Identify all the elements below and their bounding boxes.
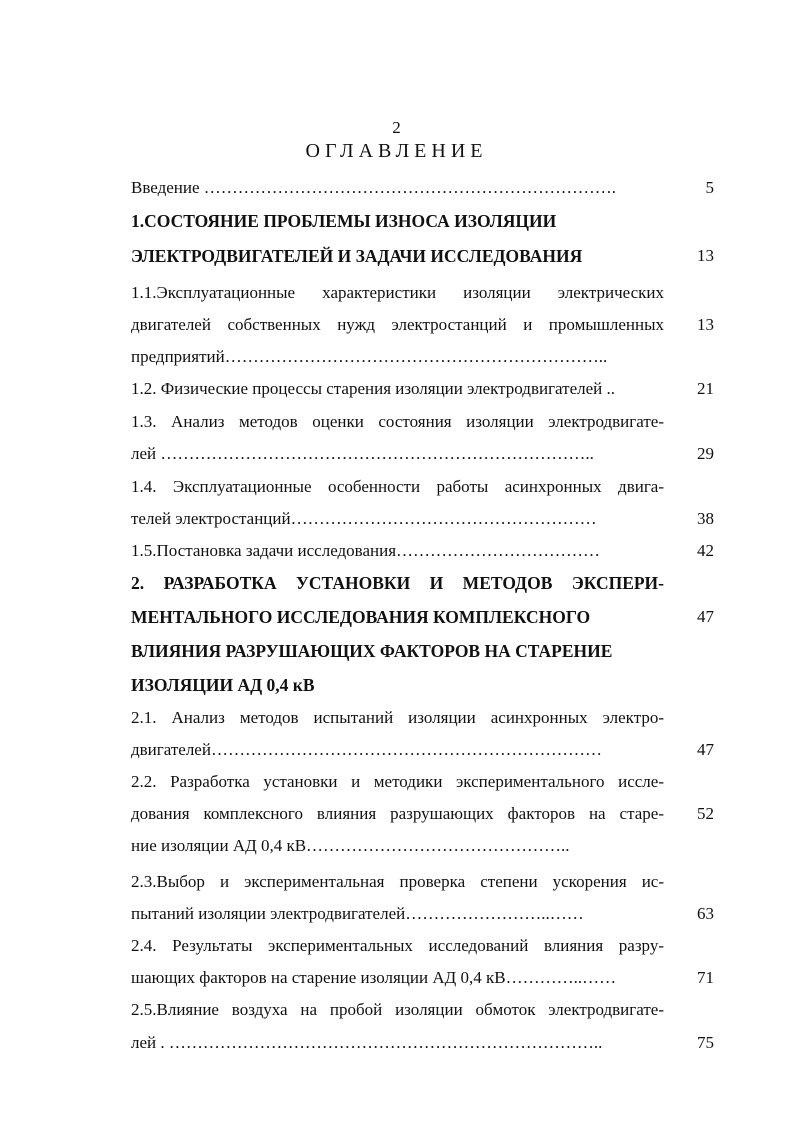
toc-page: 47 — [697, 740, 714, 759]
toc-line: 1.СОСТОЯНИЕ ПРОБЛЕМЫ ИЗНОСА ИЗОЛЯЦИИ — [131, 211, 557, 231]
toc-page: 5 — [705, 178, 714, 197]
toc-line: МЕНТАЛЬНОГО ИССЛЕДОВАНИЯ КОМПЛЕКСНОГО — [131, 607, 591, 627]
toc-line: лей ………………………………………………………………….. — [131, 444, 594, 463]
toc-line: ВЛИЯНИЯ РАЗРУШАЮЩИХ ФАКТОРОВ НА СТАРЕНИЕ — [131, 641, 613, 661]
toc-line: лей . ………………………………………………………………….. — [131, 1033, 603, 1052]
toc-line: предприятий………………………………………………………….. — [131, 347, 608, 366]
toc-page: 52 — [697, 804, 714, 823]
toc-page: 13 — [697, 246, 714, 265]
toc-line: 2.1. Анализ методов испытаний изоляции асинхронных электро- — [131, 708, 664, 727]
toc-line: ЭЛЕКТРОДВИГАТЕЛЕЙ И ЗАДАЧИ ИССЛЕДОВАНИЯ — [131, 246, 583, 266]
toc-line: 1.2. Физические процессы старения изоляции электродвигателей .. — [131, 379, 616, 398]
toc-line: дования комплексного влияния разрушающих факторов на старе- — [131, 804, 664, 823]
page-title: ОГЛАВЛЕНИЕ — [305, 140, 488, 162]
toc-line: 1.4. Эксплуатационные особенности работы асинхронных двига- — [131, 477, 664, 496]
toc-page: 47 — [697, 607, 714, 626]
toc-line: 2.5.Влияние воздуха на пробой изоляции обмоток электродвигате- — [131, 1000, 664, 1019]
toc-line: 2. РАЗРАБОТКА УСТАНОВКИ И МЕТОДОВ ЭКСПЕРИ- — [131, 573, 664, 593]
toc-line: 1.5.Постановка задачи исследования……………………………… — [131, 541, 601, 560]
toc-line: телей электростанций……………………………………………… — [131, 509, 597, 528]
toc-page: 29 — [697, 444, 714, 463]
toc-page: 71 — [697, 968, 714, 987]
toc-line: двигателей…………………………………………………………… — [131, 740, 602, 759]
toc-page: 38 — [697, 509, 714, 528]
page-number: 2 — [392, 118, 401, 137]
toc-line: 2.2. Разработка установки и методики экспериментального иссле- — [131, 772, 664, 791]
toc-line: ИЗОЛЯЦИИ АД 0,4 кВ — [131, 675, 315, 695]
toc-line: 2.3.Выбор и экспериментальная проверка степени ускорения ис- — [131, 872, 664, 891]
toc-page: 75 — [697, 1033, 714, 1052]
toc-line: ние изоляции АД 0,4 кВ……………………………………….. — [131, 836, 570, 855]
toc-line: двигателей собственных нужд электростанций и промышленных — [131, 315, 664, 334]
toc-line: 1.3. Анализ методов оценки состояния изоляции электродвигате- — [131, 412, 664, 431]
toc-line: Введение ………………………………………………………………. — [131, 178, 617, 197]
toc-line: 2.4. Результаты экспериментальных исследований влияния разру- — [131, 936, 664, 955]
toc-line: шающих факторов на старение изоляции АД 0,4 кВ…………..…… — [131, 968, 617, 987]
toc-page: 42 — [697, 541, 714, 560]
toc-page: 13 — [697, 315, 714, 334]
toc-line: 1.1.Эксплуатационные характеристики изоляции электрических — [131, 283, 664, 302]
toc-page: 21 — [697, 379, 714, 398]
toc-line: пытаний изоляции электродвигателей……………………..…… — [131, 904, 584, 923]
toc-page: 63 — [697, 904, 714, 923]
